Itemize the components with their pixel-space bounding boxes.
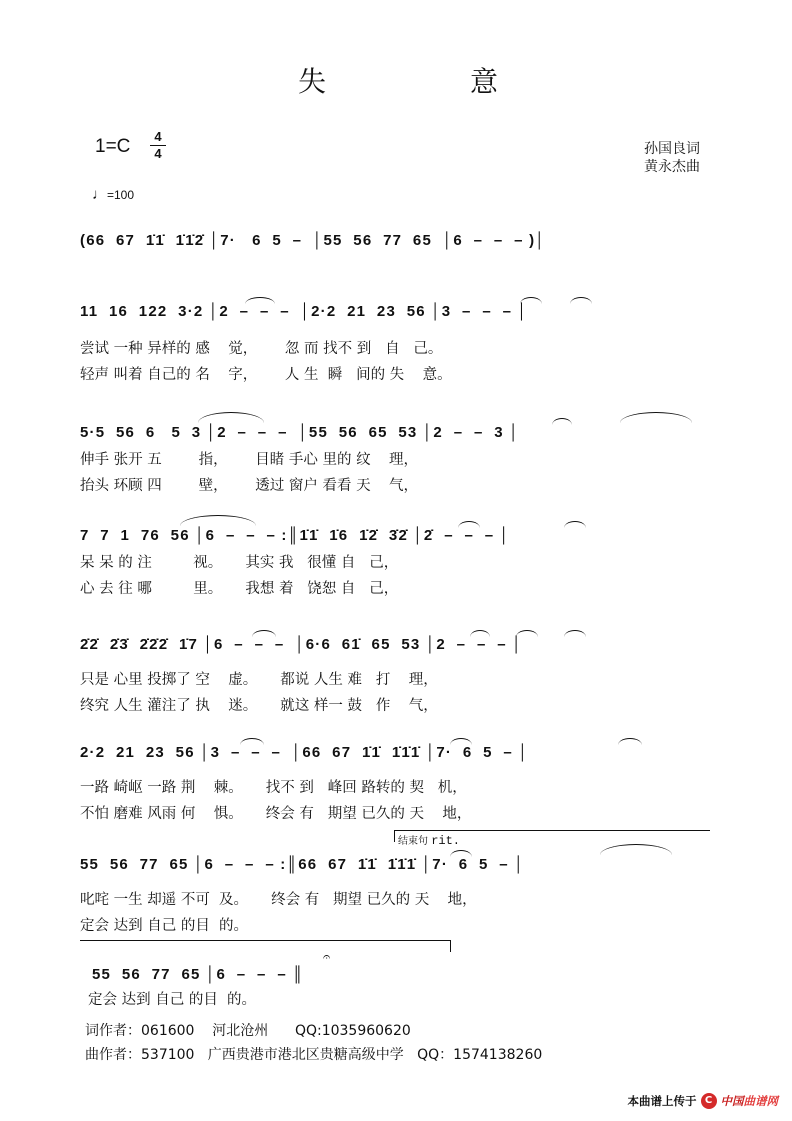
lyric-verse-1: 叱咤 一生 却遥 不可 及。 终会 有 期望 已久的 天 地， [80, 892, 477, 908]
notes-line: 55 56 77 65 │6 – – – :║66 67 1̇1̇ 1̇1̇1̇ │7· 6 5 – │ [80, 856, 525, 873]
lyricist-contact: 词作者：061600 河北沧州 QQ:1035960620 [85, 1023, 411, 1039]
meter-bottom: 4 [154, 146, 162, 161]
tempo-value: =100 [107, 188, 135, 202]
notes-line: 55 56 77 65 │6 – – – ║ [92, 966, 305, 983]
lyric-verse-2: 抬头 环顾 四 壁， 透过 窗户 看看 天 气， [80, 478, 419, 494]
time-signature [150, 130, 166, 161]
upload-source[interactable] [628, 1093, 779, 1109]
composer-contact: 曲作者：537100 广西贵港市港北区贵糖高级中学 QQ：1574138260 [85, 1047, 543, 1063]
system-2 [80, 303, 720, 393]
title-char-1: 失 [298, 65, 327, 98]
lyric-verse-1: 一路 崎岖 一路 荆 棘。 找不 到 峰回 路转的 契 机， [80, 780, 467, 796]
lyric-verse-2: 轻声 叫着 自己的 名 字， 人 生 瞬 间的 失 意。 [80, 367, 452, 383]
upload-label: 本曲谱上传于 [627, 1094, 697, 1108]
lyric-final: 定会 达到 自己 的目 的。 [88, 992, 257, 1008]
quarter-note-icon: ♩ [92, 186, 107, 203]
notes-line: 5·5 56 6 5 3 │2 – – – │55 56 65 53 │2 – – 3 │ [80, 424, 520, 441]
fermata-icon: 𝄐 [323, 950, 331, 965]
system-4 [80, 527, 720, 617]
system-8 [80, 950, 460, 1056]
system-7 [80, 856, 720, 946]
meter-top: 4 [154, 129, 162, 144]
lyric-verse-2: 心 去 往 哪 里。 我想 着 饶恕 自 己， [80, 581, 399, 597]
notes-line: (66 67 1̇1̇ 1̇1̇2̇ │7· 6 5 – │55 56 77 65 │6 – – – )│ [80, 232, 546, 249]
ritardando: rit. [431, 834, 460, 848]
composer-credit: 黄永杰曲 [644, 159, 700, 175]
system-3 [80, 424, 720, 514]
lyricist-credit: 孙国良词 [644, 141, 700, 157]
notes-line: 11 16 122 3·2 │2 – – – │2·2 21 23 56 │3 – – – │ [80, 303, 529, 320]
site-logo-text: 中国曲谱网 [720, 1094, 778, 1108]
site-logo-icon: C [701, 1093, 717, 1109]
song-title [0, 60, 792, 100]
lyric-verse-1: 伸手 张开 五 指， 目睹 手心 里的 纹 理， [80, 452, 419, 468]
lyric-verse-2: 不怕 磨难 风雨 何 惧。 终会 有 期望 已久的 天 地， [80, 806, 472, 822]
title-char-2: 意 [470, 65, 499, 98]
lyric-verse-2: 终究 人生 灌注了 执 迷。 就这 样一 鼓 作 气， [80, 698, 438, 714]
notes-line: 7 7 1 76 56 │6 – – – :║1̇1̇ 1̇6 1̇2̇ 3̇2̇ │2̇ – – – │ [80, 527, 511, 544]
tempo-marking [92, 186, 134, 203]
notes-line: 2·2 21 23 56 │3 – – – │66 67 1̇1̇ 1̇1̇1̇ │7· 6 5 – │ [80, 744, 529, 761]
system-5 [80, 636, 720, 726]
key-signature: 1=C [95, 136, 131, 157]
notes-line: 2̇2̇ 2̇3̇ 2̇2̇2̇ 1̇7 │6 – – – │6·6 61̇ 65 53 │2 – – – │ [80, 636, 523, 653]
system-6 [80, 744, 720, 834]
coda-label: 结束句 [398, 836, 428, 847]
lyric-verse-2: 定会 达到 自己 的目 的。 [80, 918, 249, 934]
lyric-verse-1: 只是 心里 投掷了 空 虚。 都说 人生 难 打 理， [80, 672, 438, 688]
lyric-verse-1: 尝试 一种 异样的 感 觉， 忽 而 找不 到 自 己。 [80, 341, 443, 357]
coda-marking [398, 832, 460, 848]
lyric-verse-1: 呆 呆 的 注 视。 其实 我 很懂 自 己， [80, 555, 399, 571]
